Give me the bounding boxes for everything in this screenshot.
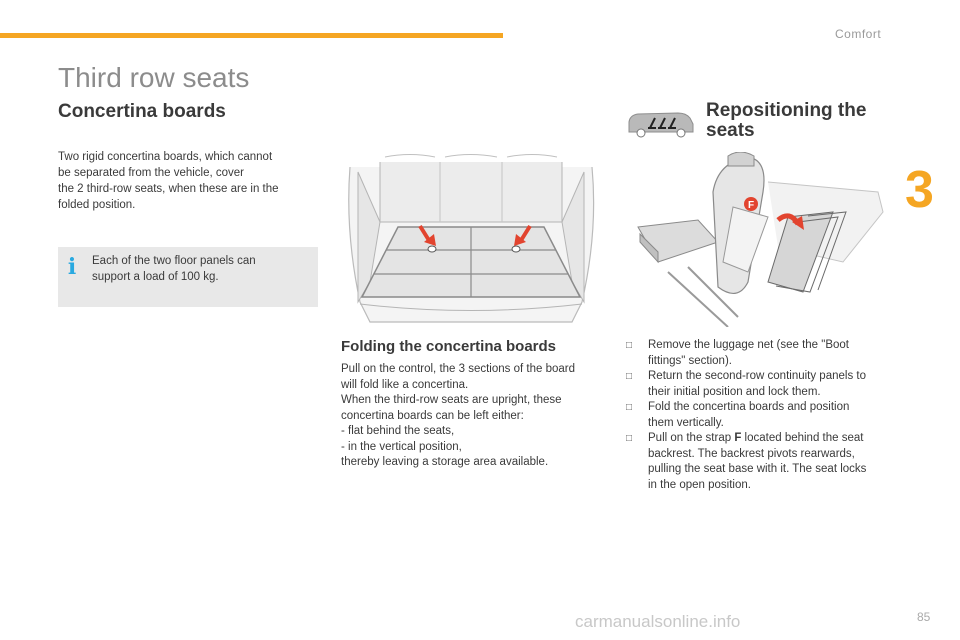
concertina-heading: Concertina boards [58, 101, 226, 122]
boot-floor-illustration [340, 152, 602, 327]
list-item: □ Pull on the strap F located behind the seat backrest. The backrest pivots rearwards, pulling the seat base with it. The seat locks in the open position. [626, 432, 867, 491]
page-title: Third row seats [58, 62, 250, 93]
info-icon: i [67, 254, 77, 280]
list-item: □ Remove the luggage net (see the "Boot fittings" section). [626, 339, 849, 367]
info-text: Each of the two floor panels can support a load of 100 kg. [92, 255, 256, 283]
reposition-steps [626, 338, 891, 493]
car-seats-icon [626, 110, 696, 138]
concertina-intro: Two rigid concertina boards, which cannot be separated from the vehicle, cover the 2 third-row seats, when these are in the folded position. [58, 151, 279, 211]
seat-reposition-illustration [628, 152, 890, 327]
page-number: 85 [917, 610, 931, 624]
top-accent-bar [0, 33, 503, 38]
folding-heading: Folding the concertina boards [341, 338, 557, 355]
list-item: □ Fold the concertina boards and position them vertically. [626, 401, 850, 429]
bullet-icon: □ [626, 340, 633, 351]
list-item: □ Return the second-row continuity panels to their initial position and lock them. [626, 370, 866, 398]
bullet-icon: □ [626, 433, 633, 444]
watermark: carmanualsonline.info [575, 612, 741, 631]
bullet-icon: □ [626, 371, 633, 382]
strap-label-f: F [747, 200, 755, 211]
section-label: Comfort [835, 27, 882, 41]
chapter-number: 3 [905, 161, 934, 219]
bullet-icon: □ [626, 402, 633, 413]
info-box [58, 247, 318, 307]
reposition-heading: Repositioning the seats [706, 100, 867, 141]
folding-body: Pull on the control, the 3 sections of the board will fold like a concertina. When the third-row seats are upright, these concertina boards can be left either: - flat behind the seats, - in the vertical position, thereby leaving a storage area available. [341, 363, 575, 468]
